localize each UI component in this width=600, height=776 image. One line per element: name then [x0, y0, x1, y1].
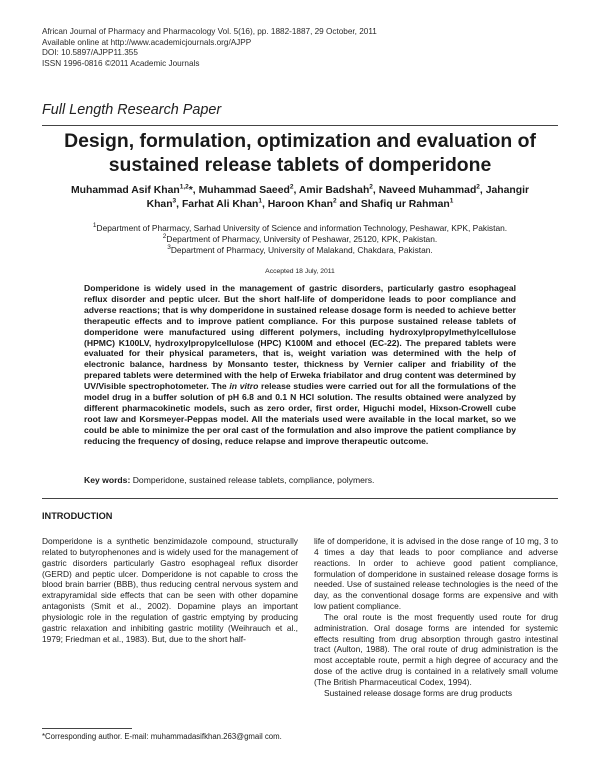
paper-title	[42, 130, 558, 177]
affiliation-mark: 1	[92, 222, 97, 230]
journal-header	[42, 27, 377, 69]
affiliation-text: Department of Pharmacy, University of Peshawar, 25120, KPK, Pakistan.	[166, 234, 438, 245]
author-separator: ,	[293, 185, 299, 196]
corresponding-author-footnote: *Corresponding author. E-mail: muhammadasifkhan.263@gmail com.	[42, 732, 282, 741]
author-name: Muhammad Asif Khan	[70, 185, 180, 196]
title-line-2: sustained release tablets of domperidone	[108, 153, 492, 176]
author-name: Jahangir Khan	[146, 185, 530, 210]
accepted-date: Accepted 18 July, 2011	[265, 268, 335, 275]
author-list	[55, 184, 545, 212]
author-name: Muhammad Saeed	[198, 185, 290, 196]
keywords-text: Domperidone, sustained release tablets, compliance, polymers.	[132, 475, 375, 485]
abstract-text: Domperidone is widely used in the management of gastric disorders, particularly gastro esophageal reflux disorder and peptic ulcer. But the short half-life of domperidone leads to poor compliance and adverse reactions; that is why domperidone in sustained release dosage form is needed to achieve better therapeutic effects and to improve patient compliance. For this purpose sustained release tablets of domperidone were manufactured using different polymers, including hydroxylpropylmethylcellulose (HPMC) K100LV, hydroxylpropylcellulose (HPC) K100M and ethocel (EC-22). The prepared tablets were evaluated for their physical parameters, that is, weight variation was determined with the help of electronic balance, hardness by Monsanto tester, thickness by Vernier caliper and friability of the prepared tablets were determined with the help of Erweka friabilator and drug content was determined by UV/Visible spectrophotometer. The	[84, 283, 516, 392]
keywords-label: Key words:	[84, 475, 131, 485]
abstract-italic-term: in vitro	[229, 381, 259, 392]
author-separator: ,	[261, 198, 268, 210]
section-heading-introduction: INTRODUCTION	[42, 511, 113, 521]
author-name: Farhat Ali Khan	[181, 198, 259, 210]
author-separator: ,	[372, 185, 379, 196]
author-name: Amir Badshah	[298, 185, 370, 196]
affiliation-text: Department of Pharmacy, University of Malakand, Chakdara, Pakistan.	[170, 245, 433, 256]
body-paragraph: Sustained release dosage forms are drug products	[324, 687, 513, 698]
abstract-text-continued: release studies were carried out for all the formulations of the model drug in a buffer solution of pH 6.8 and 0.1 N HCl solution. The results obtained were analyzed by different pharmacokinetic models, such as zero order, first order, Higuchi model, Hixson-Crowell cube root law and Korsmeyer-Peppas model. All the materials used were available in the local market, so we could be able to minimize the per oral cast of the formulation and also improve the patient compliance by reducing the frequency of dosing, reduce relapse and improve therapeutic outcome.	[84, 381, 516, 446]
title-line-1: Design, formulation, optimization and evaluation of	[64, 130, 536, 152]
keywords	[84, 475, 516, 486]
paper-type: Full Length Research Paper	[42, 102, 222, 118]
author-affiliation-mark: 1	[449, 197, 454, 205]
author-affiliation-mark: 2	[369, 183, 373, 191]
body-column-right	[314, 536, 558, 699]
body-paragraph: The oral route is the most frequently used route for drug administration. Oral dosage forms are intended for systemic effects resulting from drug absorption through gastro intestinal tract (Aulton, 1988). The oral route of drug administration is the most acceptable route, permit a high degree of accuracy and the dose of the active drug is contained in a relatively small volume (The British Pharmaceutical Codex, 1994).	[314, 611, 558, 687]
author-separator: ,	[176, 198, 182, 210]
author-separator: ,	[479, 185, 486, 196]
author-affiliation-mark: 2	[476, 183, 480, 191]
header-divider	[42, 125, 558, 126]
body-paragraph: life of domperidone, it is advised in the dose range of 10 mg, 3 to 4 times a day that leads to poor compliance and adverse reactions. In order to achieve good patient compliance, formulation of domperidone in sustained release dosage forms is needed. Use of sustained release technologies is the need of the day, as the conventional dosage forms are expensive and with low patient compliance.	[314, 536, 558, 612]
affiliation-item	[42, 234, 558, 245]
author-affiliation-mark: 2	[333, 197, 337, 205]
affiliation-item	[42, 223, 558, 234]
author-affiliation-mark: 2	[289, 183, 294, 191]
doi-line: DOI: 10.5897/AJPP11.355	[42, 48, 138, 58]
body-paragraph: Domperidone is a synthetic benzimidazole compound, structurally related to butyrophenones and is widely used for the management of gastric disorders particularly Gastro esophageal reflux disorder (GERD) and peptic ulcer. Domperidone is not capable to cross the blood brain barrier (BBB), thus reducing central nervous system and extrapyramidal side effects that can be seen with other dopamine antagonists (Smit et al., 2002). Dopamine plays an important physiologic role in the regulation of gastric emptying by producing gastric relaxation and inhibiting gastric motility (Weihrauch et al., 1979; Friedman et al., 1983). But, due to the short half-	[42, 536, 298, 644]
body-column-left	[42, 536, 298, 644]
author-separator: and	[336, 198, 361, 210]
author-name: Naveed Muhammad	[378, 185, 477, 196]
affiliation-item	[42, 245, 558, 256]
available-online-line: Available online at http://www.academicjournals.org/AJPP	[42, 37, 252, 47]
author-separator: *,	[188, 185, 199, 196]
affiliation-mark: 3	[167, 244, 171, 252]
author-name: Haroon Khan	[267, 198, 333, 210]
affiliation-mark: 2	[162, 233, 167, 241]
abstract	[84, 283, 516, 447]
abstract-divider	[42, 498, 558, 499]
author-affiliation-mark: 1,2	[179, 183, 189, 191]
journal-citation: African Journal of Pharmacy and Pharmacology Vol. 5(16), pp. 1882-1887, 29 October, 2011	[42, 27, 377, 36]
author-affiliation-mark: 1	[258, 197, 262, 205]
author-affiliation-mark: 3	[172, 197, 177, 205]
affiliation-list	[42, 223, 558, 257]
author-name: Shafiq ur Rahman	[360, 198, 450, 210]
footnote-divider	[42, 728, 132, 729]
issn-line: ISSN 1996-0816 ©2011 Academic Journals	[42, 58, 200, 68]
affiliation-text: Department of Pharmacy, Sarhad University of Science and information Technology, Peshawar, KPK, Pakistan.	[96, 223, 508, 233]
